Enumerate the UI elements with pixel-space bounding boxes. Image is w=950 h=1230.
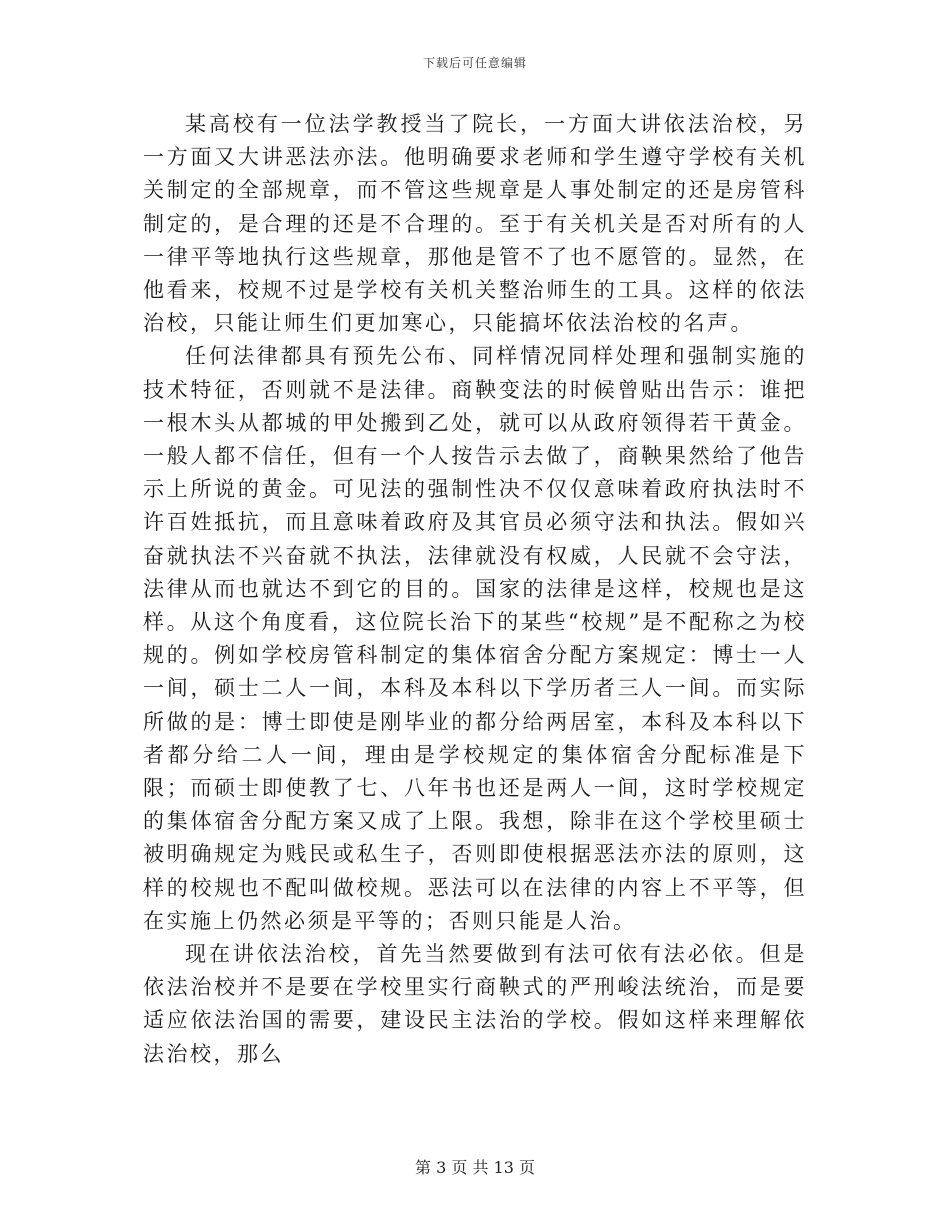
page-header-note: 下载后可任意编辑 <box>422 56 527 70</box>
page-footer-indicator: 第 3 页 共 13 页 <box>415 1158 535 1177</box>
paragraph: 某高校有一位法学教授当了院长，一方面大讲依法治校，另一方面又大讲恶法亦法。他明确要求老师和学生遵守学校有关机关制定的全部规章，而不管这些规章是人事处制定的还是房管科制定的，是合理的还是不合理的。至于有关机关是否对所有的人一律平等地执行这些规章，那他是管不了也不愿管的。显然，在他看来，校规不过是学校有关机关整治师生的工具。这样的依法治校，只能让师生们更加寒心，只能搞坏依法治校的名声。 <box>143 112 807 336</box>
document-body <box>143 108 807 1071</box>
paragraph: 现在讲依法治校，首先当然要做到有法可依有法必依。但是依法治校并不是要在学校里实行商鞅式的严刑峻法统治，而是要适应依法治国的需要，建设民主法治的学校。假如这样来理解依法治校，那么 <box>143 942 807 1066</box>
paragraph: 任何法律都具有预先公布、同样情况同样处理和强制实施的技术特征，否则就不是法律。商鞅变法的时候曾贴出告示：谁把一根木头从都城的甲处搬到乙处，就可以从政府领得若干黄金。一般人都不信任，但有一个人按告示去做了，商鞅果然给了他告示上所说的黄金。可见法的强制性决不仅仅意味着政府执法时不许百姓抵抗，而且意味着政府及其官员必须守法和执法。假如兴奋就执法不兴奋就不执法，法律就没有权威，人民就不会守法，法律从而也就达不到它的目的。国家的法律是这样，校规也是这样。从这个角度看，这位院长治下的某些“校规”是不配称之为校规的。例如学校房管科制定的集体宿舍分配方案规定：博士一人一间，硕士二人一间，本科及本科以下学历者三人一间。而实际所做的是：博士即使是刚毕业的都分给两居室，本科及本科以下者都分给二人一间，理由是学校规定的集体宿舍分配标准是下限；而硕士即使教了七、八年书也还是两人一间，这时学校规定的集体宿舍分配方案又成了上限。我想，除非在这个学校里硕士被明确规定为贱民或私生子，否则即使根据恶法亦法的原则，这样的校规也不配叫做校规。恶法可以在法律的内容上不平等，但在实施上仍然必须是平等的；否则只能是人治。 <box>143 344 807 933</box>
